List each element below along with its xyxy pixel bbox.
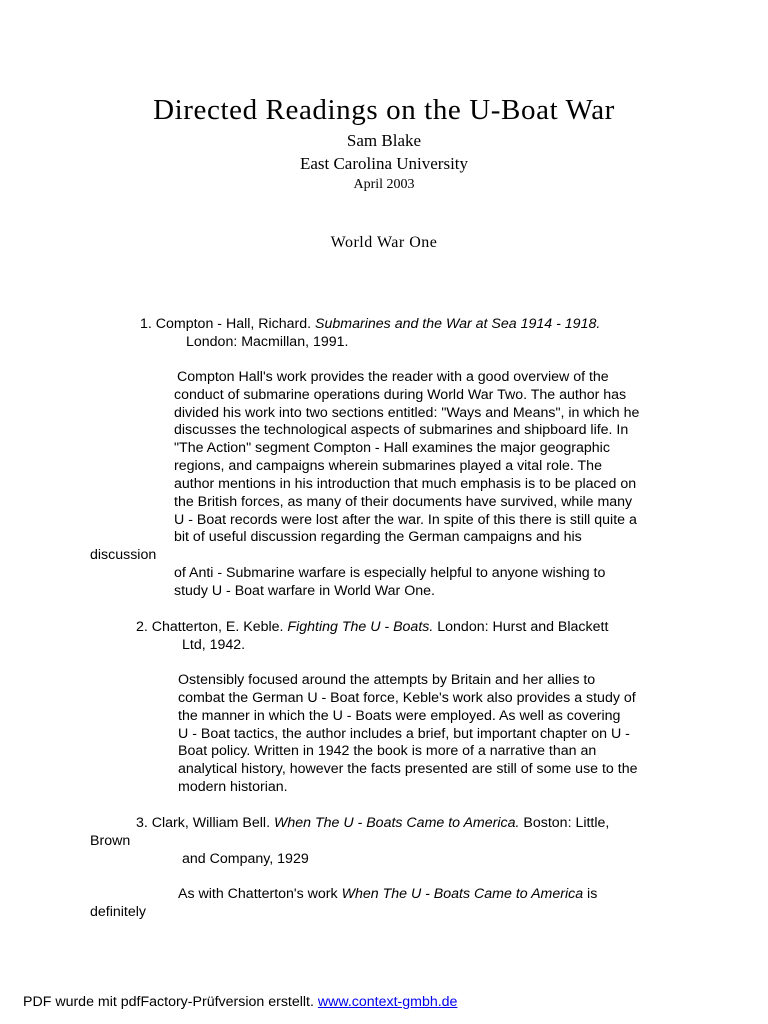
annotation-1-line: "The Action" segment Compton - Hall examines the major geographic [174, 440, 610, 456]
annotation-3-book-title: When The U - Boats Came to America [341, 886, 584, 902]
document-title: Directed Readings on the U-Boat War [153, 94, 615, 126]
annotation-3-wrap: definitely [90, 904, 146, 920]
annotation-2-line: U - Boat tactics, the author includes a brief, but important chapter on U - [178, 726, 630, 742]
annotation-1-line: bit of useful discussion regarding the German campaigns and his [174, 529, 582, 545]
annotation-1-line: of Anti - Submarine warfare is especially helpful to anyone wishing to [174, 565, 606, 581]
citation-1-line-2: London: Macmillan, 1991. [186, 334, 349, 350]
citation-3-line-2: and Company, 1929 [182, 851, 309, 867]
footer-text: PDF wurde mit pdfFactory-Prüfversion erstellt. [23, 994, 318, 1010]
annotation-1-line: divided his work into two sections entitled: "Ways and Means", in which he [174, 405, 640, 421]
author-name: Sam Blake [346, 131, 422, 150]
citation-1-book-title: Submarines and the War at Sea 1914 - 1918. [315, 316, 601, 332]
citation-1-line-1: 1. Compton - Hall, Richard. Submarines and the War at Sea 1914 - 1918. [140, 316, 601, 332]
institution-name: East Carolina University [299, 154, 469, 173]
document-date: April 2003 [353, 177, 415, 192]
annotation-1-line: discussion [90, 547, 157, 563]
pdf-footer [23, 994, 457, 1010]
citation-3-book-title: When The U - Boats Came to America. [273, 815, 520, 831]
annotation-1-line: author mentions in his introduction that much emphasis is to be placed on [174, 476, 637, 492]
citation-2-line-2: Ltd, 1942. [182, 637, 246, 653]
annotation-1-line: U - Boat records were lost after the war. In spite of this there is still quite a [174, 512, 637, 528]
annotation-1-line: discusses the technological aspects of submarines and shipboard life. In [174, 422, 629, 438]
annotation-1-line: Compton Hall's work provides the reader with a good overview of the [177, 369, 609, 385]
annotation-1-line: study U - Boat warfare in World War One. [174, 583, 435, 599]
annotation-2-line: combat the German U - Boat force, Keble's work also provides a study of [178, 690, 636, 706]
annotation-2-line: Ostensibly focused around the attempts by Britain and her allies to [178, 672, 596, 688]
annotation-1-line: regions, and campaigns wherein submarines played a vital role. The [174, 458, 602, 474]
annotation-2-line: the manner in which the U - Boats were employed. As well as covering [178, 708, 621, 724]
citation-2-line-1: 2. Chatterton, E. Keble. Fighting The U - Boats. London: Hurst and Blackett [136, 619, 609, 635]
section-heading: World War One [330, 234, 438, 251]
annotation-3-line: As with Chatterton's work When The U - Boats Came to America is [178, 886, 598, 902]
citation-3-line-1: 3. Clark, William Bell. When The U - Boats Came to America. Boston: Little, [136, 815, 610, 831]
citation-3-wrap: Brown [90, 833, 131, 849]
footer-link[interactable]: www.context-gmbh.de [317, 994, 458, 1010]
citation-2-book-title: Fighting The U - Boats. [287, 619, 434, 635]
annotation-2-line: analytical history, however the facts presented are still of some use to the [178, 761, 638, 777]
annotation-2-line: modern historian. [178, 779, 288, 795]
annotation-2-line: Boat policy. Written in 1942 the book is more of a narrative than an [178, 743, 597, 759]
annotation-1-line: the British forces, as many of their documents have survived, while many [174, 494, 633, 510]
annotation-1-line: conduct of submarine operations during World War Two. The author has [174, 387, 627, 403]
